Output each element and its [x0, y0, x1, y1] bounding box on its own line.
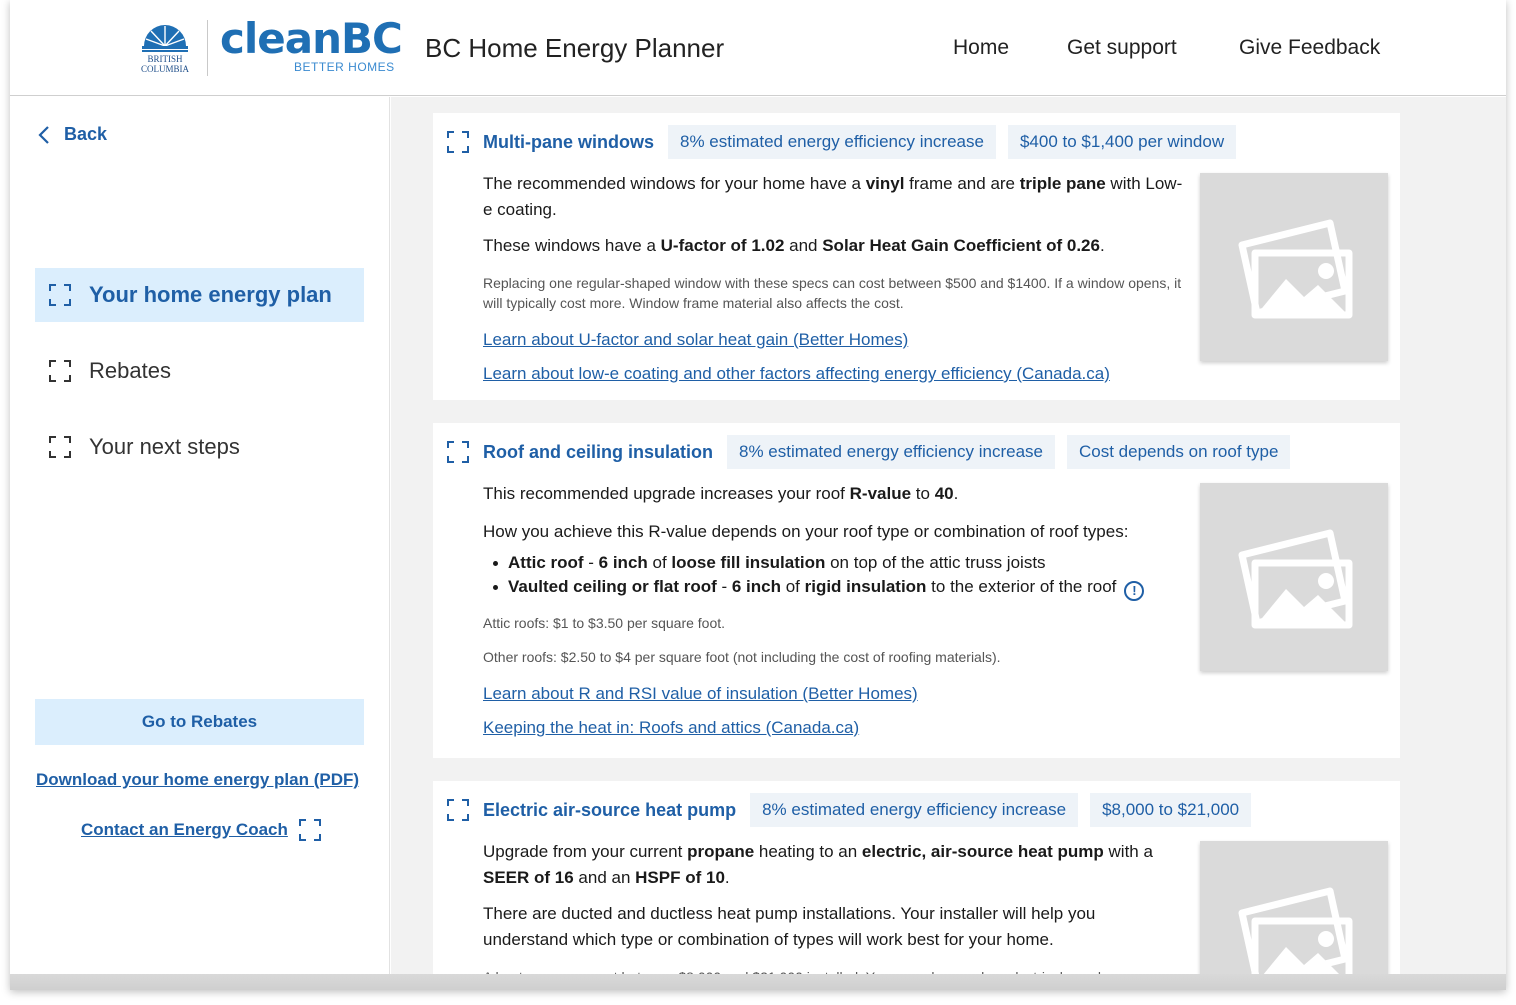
- text-bold: Vaulted ceiling or flat roof: [508, 577, 717, 596]
- nav-give-feedback[interactable]: Give Feedback: [1239, 36, 1381, 59]
- card-header: [447, 125, 1248, 159]
- contact-coach-link[interactable]: Contact an Energy Coach: [81, 820, 288, 839]
- text-bold: propane: [687, 842, 755, 861]
- cost-note: Other roofs: $2.50 to $4 per square foot (not including the cost of roofing materials).: [483, 649, 1001, 665]
- text: frame and are: [904, 174, 1020, 193]
- low-e-link[interactable]: Learn about low-e coating and other factors affecting energy efficiency (Canada.ca): [483, 364, 1110, 383]
- text-bold: vinyl: [865, 174, 905, 193]
- text-bold: Solar Heat Gain Coefficient of 0.26: [822, 236, 1100, 255]
- text-bold: R-value: [849, 484, 912, 503]
- text: This recommended upgrade increases your roof: [483, 484, 850, 503]
- go-to-rebates-button[interactable]: Go to Rebates: [35, 699, 364, 745]
- text: .: [1099, 236, 1105, 255]
- sidebar: [10, 97, 390, 990]
- bc-sun-icon: [134, 20, 196, 78]
- text-bold: SEER of 16: [483, 868, 574, 887]
- upgrade-card-windows: [433, 113, 1400, 400]
- text-bold: 6 inch: [598, 553, 648, 572]
- focus-frame-icon: [299, 819, 321, 841]
- focus-frame-icon: [49, 360, 71, 382]
- text: of: [647, 553, 672, 572]
- card-body: [483, 839, 1183, 990]
- efficiency-tag: 8% estimated energy efficiency increase: [727, 435, 1055, 469]
- text: .: [724, 868, 730, 887]
- focus-frame-icon: [447, 799, 469, 821]
- app-title: BC Home Energy Planner: [425, 33, 725, 63]
- logo-divider: [207, 20, 208, 76]
- main-content: [391, 97, 1506, 990]
- back-label: Back: [64, 124, 108, 144]
- text: The recommended windows for your home have a: [483, 174, 866, 193]
- card-paragraph: [483, 481, 1183, 507]
- text-bold: triple pane: [1019, 174, 1106, 193]
- logo-line2: COLUMBIA: [140, 64, 190, 74]
- card-title: Roof and ceiling insulation: [483, 441, 714, 462]
- back-button[interactable]: [38, 124, 107, 145]
- text-bold: U-factor of 1.02: [660, 236, 785, 255]
- list-item: [483, 575, 1183, 601]
- cleanbc-subtitle: BETTER HOMES: [294, 60, 395, 74]
- text: These windows have a: [483, 236, 661, 255]
- app-window: [10, 0, 1506, 990]
- text: and: [784, 236, 823, 255]
- logo-line1: BRITISH: [147, 54, 183, 64]
- card-paragraph: [483, 171, 1183, 223]
- roof-type-list: [483, 551, 1183, 601]
- text: heating to an: [754, 842, 862, 861]
- text: -: [583, 553, 599, 572]
- image-placeholder: [1200, 483, 1388, 671]
- card-paragraph: There are ducted and ductless heat pump installations. Your installer will help you understand which type or combination of types will work best for your home.: [483, 904, 1096, 949]
- image-placeholder: [1200, 841, 1388, 990]
- cost-note: Replacing one regular-shaped window with these specs can cost between $500 and $1400. If a window opens, it will typically cost more. Window frame material also affects the cost.: [483, 275, 1182, 311]
- text-bold: Attic roof: [508, 553, 584, 572]
- nav-get-support[interactable]: Get support: [1067, 36, 1177, 59]
- text: on top of the attic truss joists: [825, 553, 1046, 572]
- info-icon[interactable]: !: [1124, 581, 1144, 601]
- text: to: [911, 484, 935, 503]
- text: -: [716, 577, 732, 596]
- text-bold: HSPF of 10: [635, 868, 725, 887]
- text-bold: 6 inch: [731, 577, 781, 596]
- focus-frame-icon: [447, 131, 469, 153]
- chevron-left-icon: [38, 126, 50, 144]
- image-placeholder: [1200, 173, 1388, 361]
- upgrade-card-heat-pump: [433, 781, 1400, 990]
- sidebar-item-label: Rebates: [89, 358, 171, 383]
- text: with a: [1103, 842, 1153, 861]
- nav-home[interactable]: Home: [953, 36, 1010, 59]
- sidebar-item-label: Your home energy plan: [89, 282, 332, 307]
- card-paragraph: [483, 839, 1183, 891]
- image-icon: [1200, 841, 1388, 990]
- cost-tag: Cost depends on roof type: [1067, 435, 1290, 469]
- card-body: [483, 171, 1183, 397]
- efficiency-tag: 8% estimated energy efficiency increase: [750, 793, 1078, 827]
- card-title: Multi-pane windows: [483, 131, 654, 152]
- roofs-attics-link[interactable]: Keeping the heat in: Roofs and attics (Canada.ca): [483, 718, 860, 737]
- image-icon: [1200, 173, 1388, 361]
- card-title: Electric air-source heat pump: [483, 799, 737, 820]
- u-factor-link[interactable]: Learn about U-factor and solar heat gain (Better Homes): [483, 330, 909, 349]
- sidebar-item-rebates[interactable]: [35, 344, 364, 398]
- download-plan-link[interactable]: Download your home energy plan (PDF): [36, 770, 360, 789]
- text: and an: [573, 868, 636, 887]
- image-icon: [1200, 483, 1388, 671]
- contact-coach-row: [81, 819, 321, 841]
- sidebar-item-next-steps[interactable]: [35, 420, 364, 474]
- cost-tag: $400 to $1,400 per window: [1008, 125, 1236, 159]
- focus-frame-icon: [49, 284, 71, 306]
- efficiency-tag: 8% estimated energy efficiency increase: [668, 125, 996, 159]
- bc-government-logo[interactable]: [134, 20, 196, 78]
- upgrade-card-roof: [433, 423, 1400, 758]
- text: with Low-e coating.: [483, 174, 1183, 219]
- text: .: [953, 484, 959, 503]
- sidebar-item-label: Your next steps: [89, 434, 240, 459]
- text: of: [780, 577, 805, 596]
- text: to the exterior of the roof: [926, 577, 1117, 596]
- cost-tag: $8,000 to $21,000: [1090, 793, 1251, 827]
- text-bold: 40: [934, 484, 954, 503]
- site-header: [10, 0, 1506, 96]
- text-bold: electric, air-source heat pump: [861, 842, 1104, 861]
- cost-note: Attic roofs: $1 to $3.50 per square foot.: [483, 615, 726, 631]
- text-bold: loose fill insulation: [671, 553, 826, 572]
- sidebar-item-home-energy-plan[interactable]: [35, 268, 364, 322]
- window-bottom-edge: [10, 974, 1506, 990]
- r-value-link[interactable]: Learn about R and RSI value of insulation (Better Homes): [483, 684, 918, 703]
- card-paragraph: How you achieve this R-value depends on your roof type or combination of roof types:: [483, 522, 1129, 541]
- card-header: [447, 793, 1263, 827]
- text-bold: rigid insulation: [804, 577, 927, 596]
- cleanbc-logo[interactable]: cleanBC: [220, 14, 402, 63]
- list-item: [483, 551, 1183, 575]
- card-paragraph: [483, 233, 1183, 259]
- focus-frame-icon: [447, 441, 469, 463]
- text: Upgrade from your current: [483, 842, 688, 861]
- focus-frame-icon: [49, 436, 71, 458]
- card-header: [447, 435, 1302, 469]
- card-body: [483, 481, 1183, 751]
